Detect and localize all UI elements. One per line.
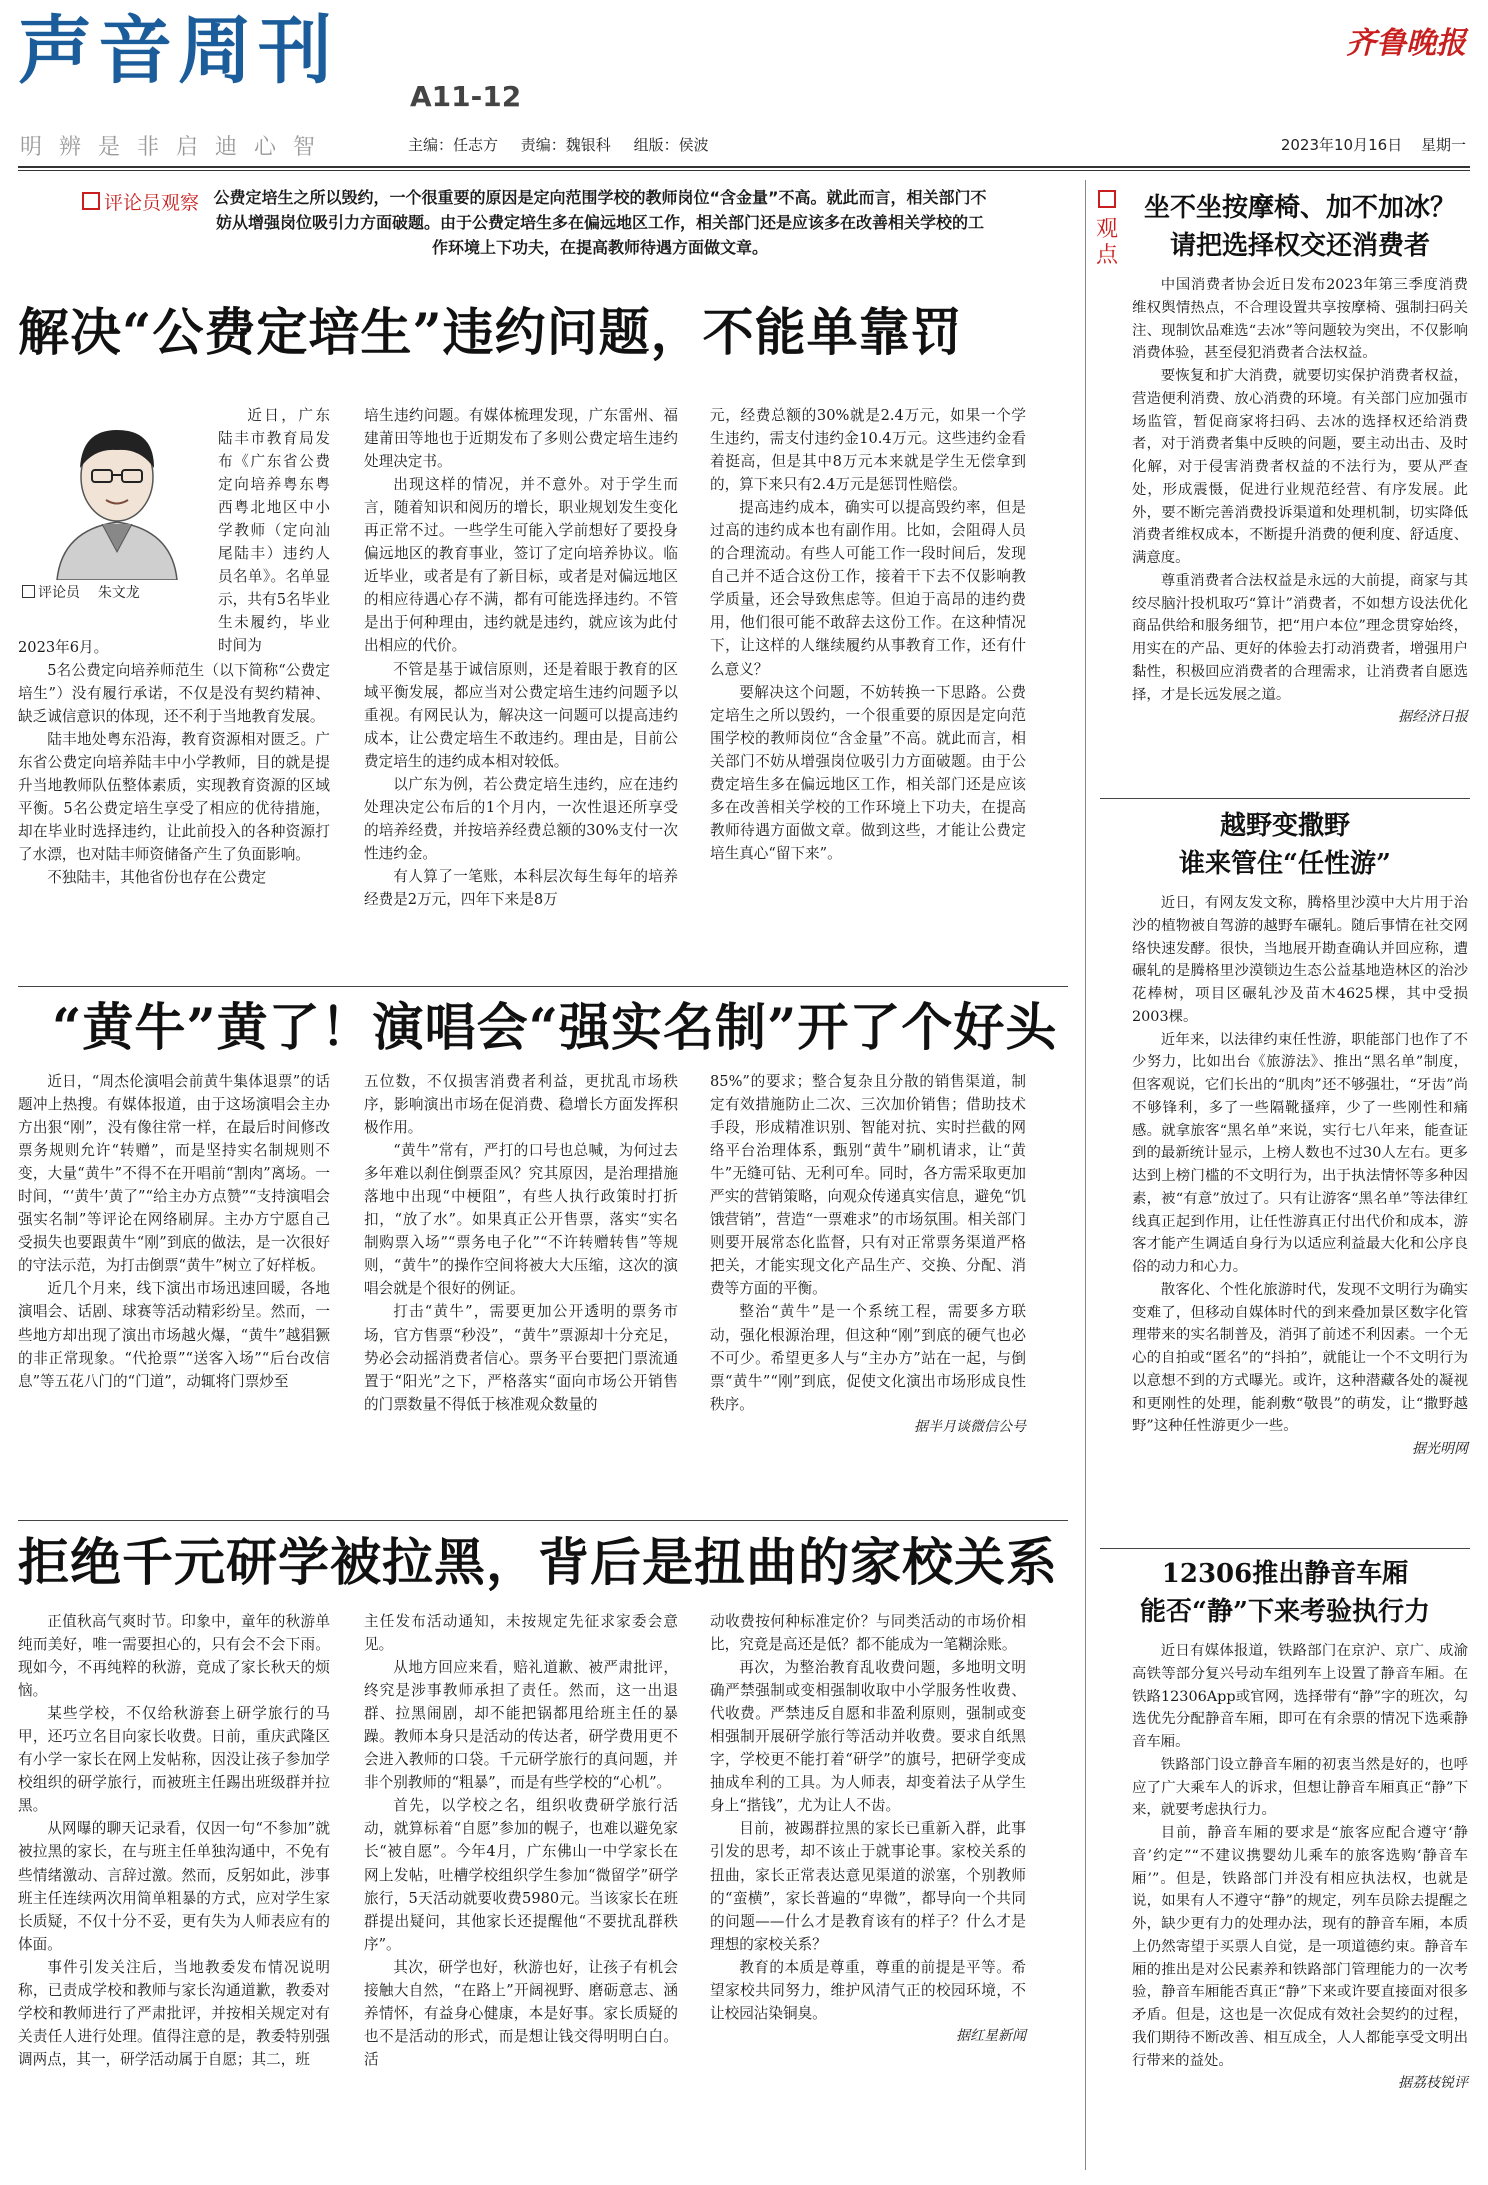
sidebar-headline-3 (1100, 1556, 1470, 1631)
paragraph: 铁路部门设立静音车厢的初衷当然是好的，也呼应了广大乘车人的诉求，但想让静音车厢真正“静”下来，就要考虑执行力。 (1132, 1756, 1468, 1819)
editorial-staff (408, 134, 727, 155)
headline-line: 坐不坐按摩椅、加不加冰？ (1143, 193, 1456, 223)
duty-editor: 责编：魏银科 (520, 136, 611, 154)
sidebar-source-3: 据荔枝锐评 (1398, 2075, 1468, 2092)
paragraph: 近日，广东陆丰市教育局发布《广东省公费定向培养粤东粤西粤北地区中小学教师（定向汕尾陆丰）违约人员名单》。名单显示，共有5名毕业生未履约，毕业时间为 (218, 407, 330, 655)
paragraph: 2023年6月。 (18, 639, 109, 656)
paragraph: 要解决这个问题，不妨转换一下思路。公费定培生之所以毁约，一个很重要的原因是定向范围学校的教师岗位“含金量”不高。就此而言，相关部门不妨从增强岗位吸引力方面破题。由于公费定培生多在偏远地区工作，相关部门还是应该多在改善相关学校的工作环境上下功夫，在提高教师待遇方面做文章。做到这些，才能让公费定培生真心“留下来”。 (710, 683, 1026, 862)
sidebar-article-2 (1132, 892, 1468, 1460)
author-byline (22, 582, 140, 602)
column-divider (1085, 180, 1086, 2170)
paragraph: 某些学校，不仅给秋游套上研学旅行的马甲，还巧立名目向家长收费。日前，重庆武隆区有小学一家长在网上发帖称，因没让孩子参加学校组织的研学旅行，而被班主任踢出班级群并拉黑。 (18, 1705, 330, 1815)
paragraph: 再次，为整治教育乱收费问题，多地明文明确严禁强制或变相强制收取中小学服务性收费、代收费。严禁违反自愿和非盈利原则，强制或变相强制开展研学旅行等活动并收费。要求自纸黑字，学校更不能打着“研学”的旗号，把研学变成抽成牟利的工具。为人师表，却变着法子从学生身上“揩钱”，尤为让人不齿。 (710, 1659, 1026, 1815)
commentary-tag-label: 评论员观察 (104, 192, 200, 214)
headline-line: 能否“静”下来考验执行力 (1140, 1596, 1430, 1627)
scalper-col3 (710, 1070, 1026, 1438)
paragraph: 以广东为例，若公费定培生违约，应在违约处理决定公布后的1个月内，一次性退还所享受的培养经费，并按培养经费总额的30%支付一次性违约金。 (364, 775, 678, 862)
paragraph: 近日，“周杰伦演唱会前黄牛集体退票”的话题冲上热搜。有媒体报道，由于这场演唱会主办方出狠“刚”，没有像往常一样，在最后时间修改票务规则允许“转赠”，而是坚持实名制规则不变，大量“黄牛”不得不在开唱前“割肉”离场。一时间，“‘黄牛’黄了”“给主办方点赞”“支持演唱会强实名制”等评论在网络刷屏。主办方宁愿自己受损失也要跟黄牛“刚”到底的做法，是一次很好的守法示范，为打击倒票“黄牛”树立了好样板。 (18, 1073, 330, 1275)
sidebar-separator (1100, 1548, 1470, 1549)
sidebar-article-1 (1132, 274, 1468, 728)
paragraph: “黄牛”常有，严打的口号也总喊，为何过去多年难以刹住倒票歪风？究其原因，是治理措施落地中出现“中梗阻”，有些人执行政策时打折扣，“放了水”。如果真正公开售票，落实“实名制购票入场”“票务电子化”“不许转赠转售”等规则，“黄牛”的操作空间将被大大压缩，这次的演唱会就是个很好的例证。 (364, 1142, 678, 1298)
paragraph: 目前，被踢群拉黑的家长已重新入群，此事引发的思考，却不该止于就事论事。家校关系的扭曲，家长正常表达意见渠道的淤塞，个别教师的“蛮横”，家长普遍的“卑微”，都导向一个共同的问题——什么才是教育该有的样子？什么才是理想的家校关系？ (710, 1820, 1026, 1953)
paragraph: 主任发布活动通知，未按规定先征求家委会意见。 (364, 1613, 678, 1654)
study-headline: 拒绝千元研学被拉黑，背后是扭曲的家校关系 (18, 1533, 1059, 1593)
paragraph: 中国消费者协会近日发布2023年第三季度消费维权舆情热点，不合理设置共享按摩椅、强制扫码关注、现制饮品难选“去冰”等问题较为突出，不仅影响消费体验，甚至侵犯消费者合法权益。 (1132, 277, 1468, 362)
chief-editor: 主编：任志方 (408, 136, 499, 154)
paragraph: 5名公费定向培养师范生（以下简称“公费定培生”）没有履行承诺，不仅是没有契约精神、缺乏诚信意识的体现，还不利于当地教育发展。 (18, 662, 330, 726)
paragraph: 打击“黄牛”，需要更加公开透明的票务市场，官方售票“秒没”，“黄牛”票源却十分充足，势必会动摇消费者信心。票务平台要把门票流通置于“阳光”之下，严格落实“面向市场公开销售的门票数量不得低于核准观众数量的 (364, 1303, 678, 1413)
tag-square-icon (82, 192, 100, 210)
sidebar-tag (1094, 190, 1120, 268)
paragraph: 不独陆丰，其他省份也存在公费定 (47, 869, 267, 887)
headline-line: 12306推出静音车厢 (1161, 1559, 1409, 1589)
paragraph: 正值秋高气爽时节。印象中，童年的秋游单纯而美好，唯一需要担心的，只有会不会下雨。现如今，不再纯粹的秋游，竟成了家长秋天的烦恼。 (18, 1613, 330, 1700)
paragraph: 近几个月来，线下演出市场迅速回暖，各地演唱会、话剧、球赛等活动精彩纷呈。然而，一些地方却出现了演出市场越火爆，“黄牛”越猖獗的非正常现象。“代抢票”“送客入场”“后台改信息”等五花八门的“门道”，动辄将门票炒至 (18, 1280, 330, 1390)
paragraph: 近日，有网友发文称，腾格里沙漠中大片用于治沙的植物被自驾游的越野车碾轧。随后事情在社交网络快速发酵。很快，当地展开勘查确认并回应称，遭碾轧的是腾格里沙漠锁边生态公益基地造林区的治沙花棒树，项目区碾轧沙及苗木4625棵，其中受损2003棵。 (1132, 895, 1468, 1025)
sidebar-headline-1 (1130, 190, 1470, 265)
scalper-col1 (18, 1070, 330, 1393)
paragraph: 从网曝的聊天记录看，仅因一句“不参加”就被拉黑的家长，在与班主任单独沟通中，不免有些情绪激动、言辞过激。然而，反躬如此，涉事班主任连续两次用简单粗暴的方式，应对学生家长质疑，不仅十分不妥，更有失为人师表应有的体面。 (18, 1820, 330, 1953)
paragraph: 提高违约成本，确实可以提高毁约率，但是过高的违约成本也有副作用。比如，会阻碍人员的合理流动。有些人可能工作一段时间后，发现自己并不适合这份工作，接着干下去不仅影响教学质量，还会导致焦虑等。但迫于高昂的违约费用，他们很可能不敢辞去这份工作。在这种情况下，让这样的人继续履约从事教育工作，还有什么意义？ (710, 499, 1026, 678)
paragraph: 目前，静音车厢的要求是“旅客应配合遵守‘静音’约定”“不建议携婴幼儿乘车的旅客选购‘静音车厢’”。但是，铁路部门并没有相应执法权，也就是说，如果有人不遵守“静”的规定，列车员除去提醒之外，缺少更有力的处理办法，现有的静音车厢，本质上仍然寄望于买票人自觉，是一项道德约束。静音车厢的推出是对公民素养和铁路部门管理能力的一次考验，静音车厢能否真正“静”下来或许要直接面对很多矛盾。但是，这也是一次促成有效社会契约的过程，我们期待不断改善、相互成全，人人都能享受文明出行带来的益处。 (1132, 1825, 1468, 2069)
paragraph: 其次，研学也好，秋游也好，让孩子有机会接触大自然，“在路上”开阔视野、磨砺意志、涵养情怀，有益身心健康，本是好事。家长质疑的也不是活动的形式，而是想让钱交得明明白白。活 (364, 1958, 678, 2068)
commentary-col1-lead (218, 404, 330, 658)
paragraph: 尊重消费者合法权益是永远的大前提，商家与其绞尽脑汁投机取巧“算计”消费者，不如想方设法优化商品供给和服务细节，把“用户本位”理念贯穿始终，用实在的产品、更好的体验去打动消费者，增强用户黏性，积极回应消费者的合理需求，让消费者自愿选择，才是长远发展之道。 (1132, 572, 1468, 703)
headline-line: 越野变撒野 (1219, 811, 1350, 841)
paragraph: 85%”的要求；整合复杂且分散的销售渠道，制定有效措施防止二次、三次加价销售；借助技术手段，形成精准识别、智能对抗、实时拦截的网络平台治理体系，甄别“黄牛”刷机请求，让“黄牛”无缝可钻、无利可牟。同时，各方需采取更加严实的营销策略，向观众传递真实信息，避免“饥饿营销”，营造“一票难求”的市场氛围。相关部门则要开展常态化监督，只有对正常票务渠道严格把关，才能实现文化产品生产、交换、分配、消费等方面的平衡。 (710, 1073, 1026, 1298)
paragraph: 五位数，不仅损害消费者利益，更扰乱市场秩序，影响演出市场在促消费、稳增长方面发挥积极作用。 (364, 1073, 678, 1137)
paragraph: 从地方回应来看，赔礼道歉、被严肃批评，终究是涉事教师承担了责任。然而，这一出退群、拉黑闹剧，却不能把锅都甩给班主任的暴躁。教师本身只是活动的传达者，研学费用更不会进入教师的口袋。千元研学旅行的真问题，并非个别教师的“粗暴”，而是有些学校的“心机”。 (364, 1659, 678, 1792)
article-separator (18, 1520, 1068, 1521)
sidebar-source-2: 据光明网 (1412, 1441, 1468, 1457)
section-slogan: 明辨是非启迪心智 (20, 135, 333, 160)
study-col3 (710, 1610, 1026, 2047)
masthead-rule-thin (18, 170, 1470, 171)
paragraph: 首先，以学校之名，组织收费研学旅行活动，就算标着“自愿”参加的幌子，也难以避免家长“被自愿”。今年4月，广东佛山一中学家长在网上发帖，吐槽学校组织学生参加“微留学”研学旅行，5天活动就要收费5980元。当该家长在班群提出疑问，其他家长还提醒他“不要扰乱群秩序”。 (364, 1797, 678, 1953)
headline-line: 请把选择权交还消费者 (1169, 230, 1430, 261)
layout-editor: 组版：侯波 (633, 136, 709, 154)
commentary-intro: 公费定培生之所以毁约，一个很重要的原因是定向范围学校的教师岗位“含金量”不高。就此而言，相关部门不妨从增强岗位吸引力方面破题。由于公费定培生多在偏远地区工作，相关部门还是应该多在改善相关学校的工作环境上下功夫，在提高教师待遇方面做文章。 (213, 188, 987, 257)
scalper-source: 据半月谈微信公号 (914, 1418, 1026, 1435)
sidebar-article-3 (1132, 1640, 1468, 2094)
paragraph: 元，经费总额的30%就是2.4万元，如果一个学生违约，需支付违约金10.4万元。这些违约金看着挺高，但是其中8万元本来就是学生无偿拿到的，算下来只有2.4万元是惩罚性赔偿。 (710, 407, 1026, 494)
paragraph: 散客化、个性化旅游时代，发现不文明行为确实变难了，但移动自媒体时代的到来叠加景区数字化管理带来的实名制普及，消弭了前述不利因素。一个无心的自拍或“匿名”的“抖拍”，就能让一个不文明行为以意想不到的方式曝光。或许，这种潜藏各处的凝视和更刚性的处理，能刹敷“敬畏”的萌发，让“撒野越野”这种任性游更少一些。 (1132, 1281, 1468, 1435)
paragraph: 动收费按何种标准定价？与同类活动的市场价相比，究竟是高还是低？都不能成为一笔糊涂账。 (710, 1613, 1026, 1654)
article-separator (18, 986, 1068, 987)
commentary-col3 (710, 404, 1026, 865)
paragraph: 不管是基于诚信原则，还是着眼于教育的区域平衡发展，都应当对公费定培生违约问题予以重视。有网民认为，解决这一问题可以提高违约成本，让公费定培生不敢违约。理由是，目前公费定培生的违约成本相对较低。 (364, 660, 678, 770)
paragraph: 要恢复和扩大消费，就要切实保护消费者权益，营造便利消费、放心消费的环境。有关部门应加强市场监管，暂促商家将扫码、去冰的选择权还给消费者，对于消费者集中反映的问题，要主动出击、及时化解，对于侵害消费者权益的不法行为，要从严查处，形成震慑，促进行业规范经营、有序发展。此外，要不断完善消费投诉渠道和处理机制，切实降低消费者维权成本，不断提升消费的便利度、舒适度、满意度。 (1132, 368, 1468, 566)
page-number: A11-12 (410, 80, 522, 113)
paragraph: 教育的本质是尊重，尊重的前提是平等。希望家校共同努力，维护风清气正的校园环境，不让校园沾染铜臭。 (710, 1958, 1026, 2022)
commentary-headline: 解决“公费定培生”违约问题，不能单靠罚 (18, 303, 963, 363)
commentary-tag (82, 188, 199, 215)
byline-name: 朱文龙 (97, 585, 140, 601)
issue-date: 2023年10月16日 (1280, 136, 1403, 154)
paragraph: 整治“黄牛”是一个系统工程，需要多方联动，强化根源治理，但这种“刚”到底的硬气也必不可少。希望更多人与“主办方”站在一起，与倒票“黄牛”“刚”到底，促使文化演出市场形成良性秩序。 (710, 1303, 1026, 1413)
headline-line: 谁来管住“任性游” (1179, 848, 1391, 879)
weekday: 星期一 (1420, 136, 1466, 154)
section-title: 声音周刊 (18, 8, 338, 94)
byline-label: 评论员 (38, 585, 80, 601)
commentary-col1 (18, 636, 330, 890)
study-source: 据红星新闻 (956, 2027, 1026, 2044)
paragraph: 出现这样的情况，并不意外。对于学生而言，随着知识和阅历的增长，职业规划发生变化再正常不过。一些学生可能入学前想好了要投身偏远地区的教育事业，签订了定向培养协议。临近毕业，或者是有了新目标，或者是对偏远地区的相应待遇心存不满，都有可能选择违约。不管是出于何种理由，违约就是违约，就应该为此付出相应的代价。 (364, 476, 678, 655)
sidebar-headline-2 (1100, 808, 1470, 883)
paragraph: 有人算了一笔账，本科层次每生每年的培养经费是2万元，四年下来是8万 (364, 867, 678, 908)
paragraph: 近日有媒体报道，铁路部门在京沪、京广、成渝高铁等部分复兴号动车组列车上设置了静音车厢。在铁路12306App或官网，选择带有“静”字的班次，勾选优先分配静音车厢，即可在有余票的情况下选乘静音车厢。 (1132, 1643, 1468, 1750)
byline-box-icon (22, 585, 35, 598)
author-portrait (22, 412, 212, 580)
commentary-col2 (364, 404, 678, 911)
study-col1 (18, 1610, 330, 2071)
newspaper-logo: 齐鲁晚报 (1346, 26, 1466, 61)
masthead-rule (18, 166, 1470, 168)
scalper-col2 (364, 1070, 678, 1416)
paragraph: 近年来，以法律约束任性游，职能部门也作了不少努力，比如出台《旅游法》、推出“黑名单”制度，但客观说，它们长出的“肌肉”还不够强壮，“牙齿”尚不够锋利，多了一些隔靴搔痒，少了一些刚性和痛感。就拿旅客“黑名单”来说，实行七八年来，能查证到的最新统计显示，上榜人数也不过30人左右。更多达到上榜门槛的不文明行为，出于执法情怀等多种因素，被“有意”放过了。只有让游客“黑名单”等法律红线真正起到作用，让任性游真正付出代价和成本，游客才能产生调适自身行为以适应利益最大化和公序良俗的动力和心力。 (1132, 1031, 1468, 1275)
study-col2 (364, 1610, 678, 2071)
paragraph: 事件引发关注后，当地教委发布情况说明称，已责成学校和教师与家长沟通道歉，教委对学校和教师进行了严肃批评，并按相关规定对有关责任人进行处理。值得注意的是，教委特别强调两点，其一，研学活动属于自愿；其二，班 (18, 1958, 330, 2068)
paragraph: 培生违约问题。有媒体梳理发现，广东雷州、福建莆田等地也于近期发布了多则公费定培生违约处理决定书。 (364, 407, 678, 471)
tag-square-icon (1098, 190, 1116, 208)
sidebar-tag-label: 观点 (1095, 217, 1118, 268)
sidebar-separator (1100, 798, 1470, 799)
scalper-headline: “黄牛”黄了！演唱会“强实名制”开了个好头 (52, 998, 1058, 1058)
sidebar-source-1: 据经济日报 (1398, 709, 1468, 726)
paragraph: 陆丰地处粤东沿海，教育资源相对匮乏。广东省公费定向培养陆丰中小学教师，目的就是提升当地教师队伍整体素质，实现教育资源的区域平衡。5名公费定培生享受了相应的优待措施，却在毕业时选择违约，让此前投入的各种资源打了水漂，也对陆丰师资储备产生了负面影响。 (18, 731, 330, 864)
dateline (1267, 134, 1466, 155)
